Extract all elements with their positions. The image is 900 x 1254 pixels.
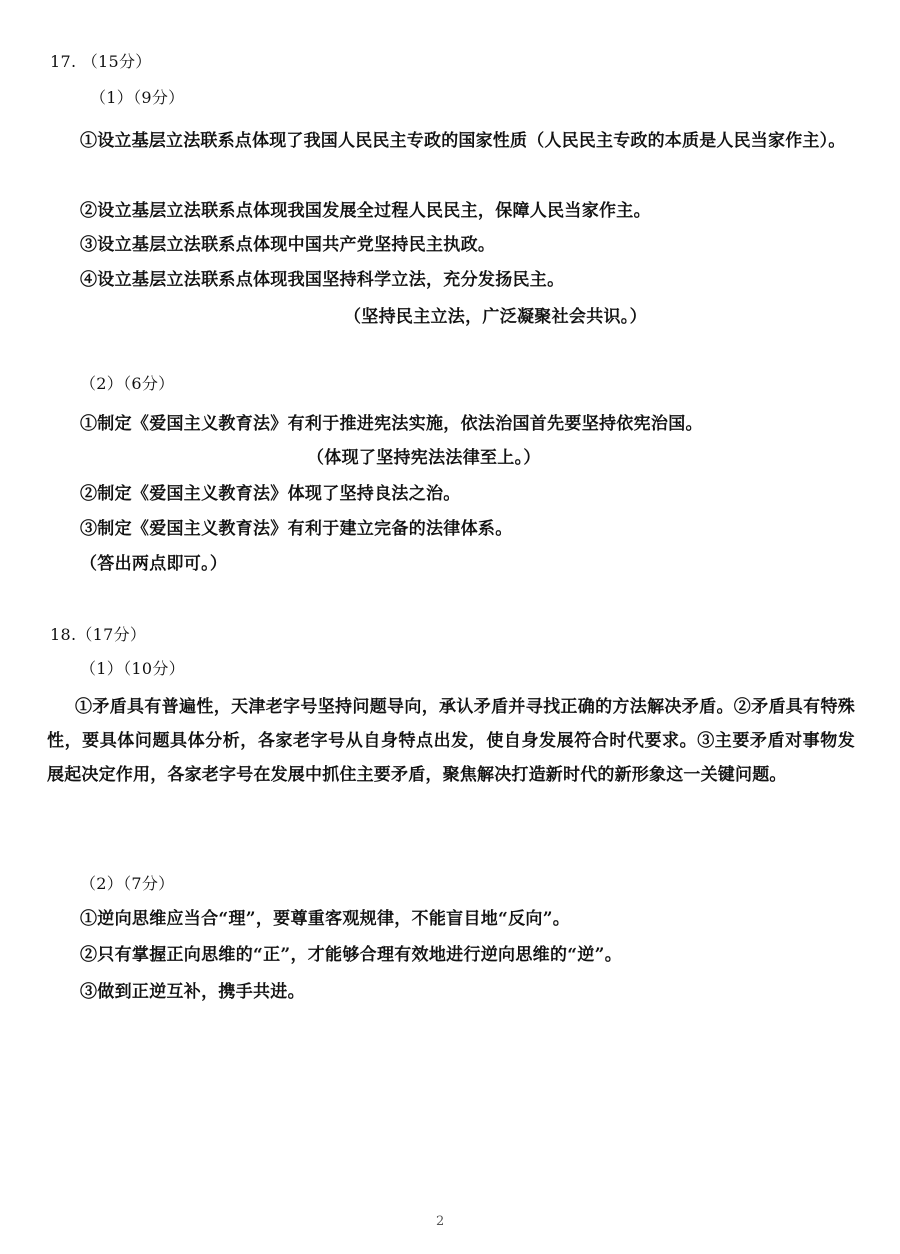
q17-part1-point4: ④设立基层立法联系点体现我国坚持科学立法，充分发扬民主。 — [80, 270, 565, 290]
q17-part1-point1: ①设立基层立法联系点体现了我国人民民主专政的国家性质（人民民主专政的本质是人民当家作主）。 — [80, 131, 846, 151]
q17-title: 17. （15分） — [50, 52, 152, 71]
q18-part2-point2: ②只有掌握正向思维的“正”，才能够合理有效地进行逆向思维的“逆”。 — [80, 945, 623, 965]
q17-part2-point2: ②制定《爱国主义教育法》体现了坚持良法之治。 — [80, 484, 461, 504]
q17-part2-label: （2）（6分） — [80, 374, 175, 393]
q17-part1-point3: ③设立基层立法联系点体现中国共产党坚持民主执政。 — [80, 235, 496, 255]
page-number: 2 — [436, 1214, 445, 1229]
q18-part1-text: ①矛盾具有普遍性，天津老字号坚持问题导向，承认矛盾并寻找正确的方法解决矛盾。②矛盾具有特殊性，要具体问题具体分析，各家老字号从自身特点出发，使自身发展符合时代要求。③主要矛盾对事物发展起决定作用，各家老字号在发展中抓住主要矛盾，聚焦解决打造新时代的新形象这一关键问题。 — [47, 697, 855, 785]
q18-part2-label: （2）（7分） — [80, 874, 175, 893]
q17-part1-point2: ②设立基层立法联系点体现我国发展全过程人民民主，保障人民当家作主。 — [80, 201, 651, 221]
q17-part2-point1: ①制定《爱国主义教育法》有利于推进宪法实施，依法治国首先要坚持依宪治国。 — [80, 414, 703, 434]
q17-part2-point3: ③制定《爱国主义教育法》有利于建立完备的法律体系。 — [80, 519, 513, 539]
q18-part1-label: （1）（10分） — [80, 659, 185, 678]
q18-title: 18.（17分） — [50, 625, 147, 644]
q17-part1-note: （坚持民主立法，广泛凝聚社会共识。） — [344, 307, 647, 327]
q18-part2-point3: ③做到正逆互补，携手共进。 — [80, 982, 305, 1002]
q17-part2-point1-note: （体现了坚持宪法法律至上。） — [307, 448, 541, 468]
q18-part2-point1: ①逆向思维应当合“理”，要尊重客观规律，不能盲目地“反向”。 — [80, 909, 571, 929]
q17-part1-label: （1）（9分） — [90, 88, 185, 107]
q17-part2-note: （答出两点即可。） — [80, 554, 228, 574]
